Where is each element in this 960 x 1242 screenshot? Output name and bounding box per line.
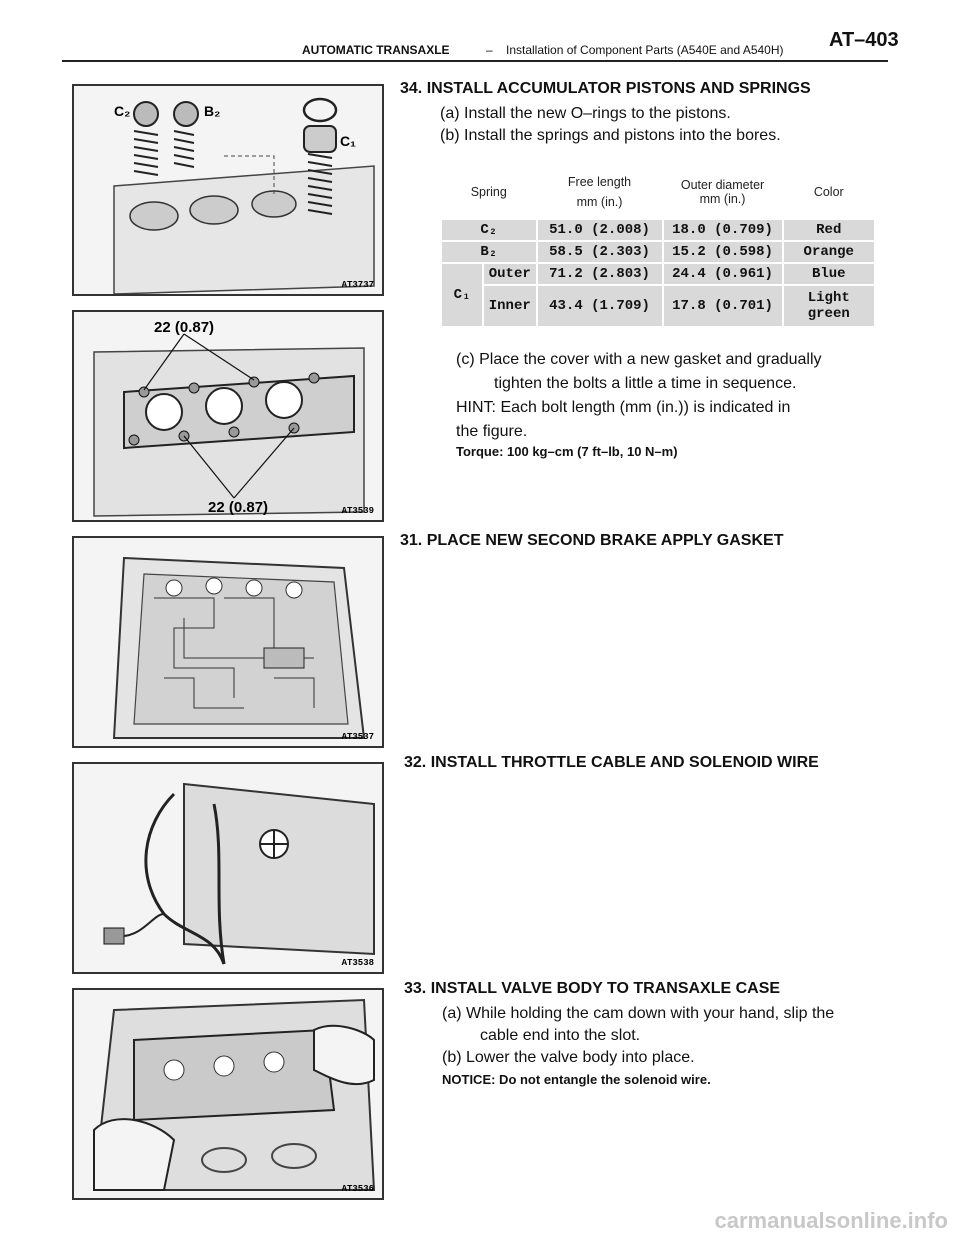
figure-code: AT3539 [341, 506, 374, 516]
header-free-length-line1: Free length [567, 175, 632, 189]
figure-valve-body-install [72, 988, 384, 1200]
cell-outer-diameter: 18.0 (0.709) [663, 219, 783, 241]
cell-free-length: 51.0 (2.008) [537, 219, 663, 241]
figure-code: AT3737 [341, 280, 374, 290]
throttle-cable-illustration [74, 764, 382, 972]
figure-throttle-cable [72, 762, 384, 974]
valve-body-illustration [74, 538, 382, 746]
dimension-label-top: 22 (0.87) [154, 319, 215, 336]
cell-color: Light green [783, 285, 875, 327]
watermark: carmanualsonline.info [714, 1208, 948, 1233]
step-34-b: (b) Install the springs and pistons into the bores. [440, 127, 781, 144]
table-row [441, 285, 875, 327]
cell-outer-diameter: 24.4 (0.961) [663, 263, 783, 285]
cell-spring: C₂ [441, 219, 537, 241]
cell-color: Orange [783, 241, 875, 263]
step-33-a-line1: (a) While holding the cam down with your hand, slip the [442, 1005, 835, 1022]
step-34-title: 34. INSTALL ACCUMULATOR PISTONS AND SPRINGS [400, 80, 811, 97]
callout-b2: B₂ [204, 103, 221, 119]
spring-spec-table [440, 166, 876, 328]
torque-spec: Torque: 100 kg–cm (7 ft–lb, 10 N–m) [456, 444, 678, 459]
figure-second-brake-gasket [72, 536, 384, 748]
cell-outer-diameter: 17.8 (0.701) [663, 285, 783, 327]
accumulator-illustration [74, 86, 382, 294]
figure-accumulator-pistons [72, 84, 384, 296]
dimension-label-bottom: 22 (0.87) [208, 499, 269, 516]
header-outer-diameter-line2: mm (in.) [699, 192, 746, 206]
cell-spring: B₂ [441, 241, 537, 263]
step-32-title: 32. INSTALL THROTTLE CABLE AND SOLENOID WIRE [404, 754, 819, 771]
cell-free-length: 71.2 (2.803) [537, 263, 663, 285]
page-number: AT–403 [829, 29, 899, 51]
valve-body-install-illustration [74, 990, 382, 1198]
cell-outer-diameter: 15.2 (0.598) [663, 241, 783, 263]
cell-sub-spring: Inner [483, 285, 537, 327]
notice: NOTICE: Do not entangle the solenoid wire. [442, 1072, 711, 1087]
header-outer-diameter-line1: Outer diameter [680, 178, 765, 192]
figure-cover-bolts [72, 310, 384, 522]
section-title: AUTOMATIC TRANSAXLE [302, 43, 450, 57]
step-34-a: (a) Install the new O–rings to the pistons. [440, 105, 731, 122]
table-header-row [441, 166, 875, 219]
header-free-length [537, 166, 663, 219]
header-free-length-line2: mm (in.) [576, 195, 623, 209]
header-separator: – [486, 43, 493, 57]
cell-color: Red [783, 219, 875, 241]
subsection-title: Installation of Component Parts (A540E and A540H) [506, 43, 784, 57]
cell-sub-spring: Outer [483, 263, 537, 285]
cell-color: Blue [783, 263, 875, 285]
cell-spring: C₁ [441, 263, 483, 327]
header-spring: Spring [441, 166, 537, 219]
table-row [441, 241, 875, 263]
step-33-b: (b) Lower the valve body into place. [442, 1049, 695, 1066]
step-33-title: 33. INSTALL VALVE BODY TO TRANSAXLE CASE [404, 980, 781, 997]
cover-bolts-illustration [74, 312, 382, 520]
header-rule [62, 60, 888, 62]
header-color: Color [783, 166, 875, 219]
figure-code: AT3538 [341, 958, 374, 968]
figure-code: AT3536 [341, 1184, 374, 1194]
step-34-c-line2: tighten the bolts a little a time in sequence. [494, 375, 797, 392]
table-row [441, 263, 875, 285]
cell-free-length: 43.4 (1.709) [537, 285, 663, 327]
step-33-a-line2: cable end into the slot. [480, 1027, 641, 1044]
figure-code: AT3537 [341, 732, 374, 742]
step-34-c-line1: (c) Place the cover with a new gasket and gradually [456, 351, 822, 368]
callout-c1: C₁ [340, 133, 356, 149]
cell-free-length: 58.5 (2.303) [537, 241, 663, 263]
hint-line1: HINT: Each bolt length (mm (in.)) is indicated in [456, 399, 791, 416]
header-outer-diameter [663, 166, 783, 219]
step-31-title: 31. PLACE NEW SECOND BRAKE APPLY GASKET [400, 532, 784, 549]
hint-line2: the figure. [456, 423, 528, 440]
callout-c2: C₂ [114, 103, 131, 119]
table-row [441, 219, 875, 241]
